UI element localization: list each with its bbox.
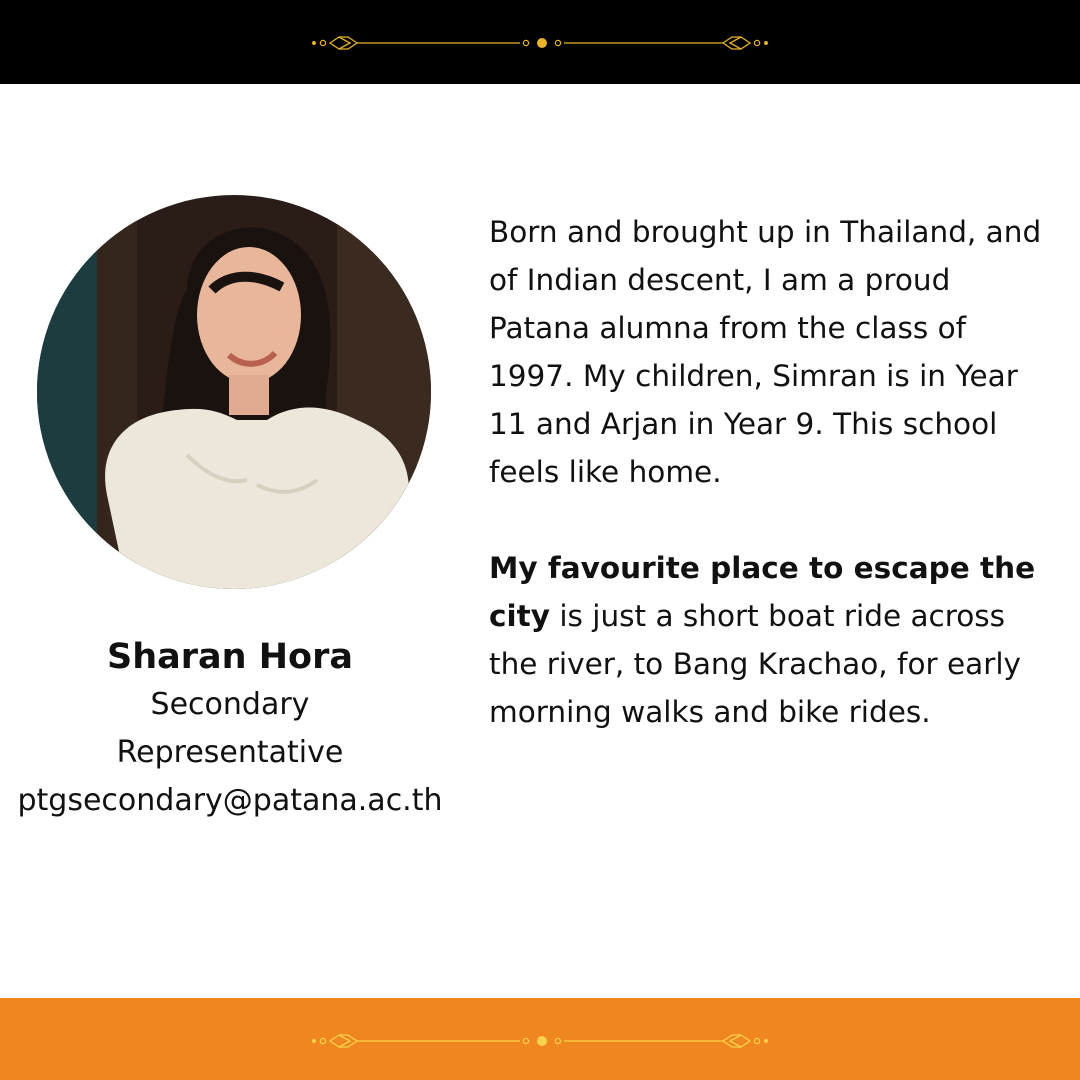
profile-role: Secondary Representative — [116, 687, 344, 770]
bio-text — [489, 208, 1049, 736]
bio-paragraph-1: Born and brought up in Thailand, and of Indian descent, I am a proud Patana alumna from the class of 1997. My children, Simran is in Year 11 and Arjan in Year 9. This school feels like home. — [489, 215, 1042, 489]
portrait-image — [37, 195, 431, 589]
decorative-divider-icon — [310, 35, 770, 51]
decorative-divider-icon — [310, 1033, 770, 1049]
profile-name: Sharan Hora — [107, 637, 353, 677]
bio-paragraph-2 — [489, 544, 1049, 736]
portrait-photo — [37, 195, 431, 589]
profile-email[interactable]: ptgsecondary@patana.ac.th — [17, 783, 443, 818]
bio-paragraph-2-rest: is just a short boat ride across the river, to Bang Krachao, for early morning walks and bike rides. — [489, 599, 1022, 729]
bio-highlight: My favourite place to escape the city — [489, 551, 1036, 633]
header-bar — [0, 0, 1080, 84]
footer-bar — [0, 998, 1080, 1080]
profile-block — [0, 633, 460, 825]
